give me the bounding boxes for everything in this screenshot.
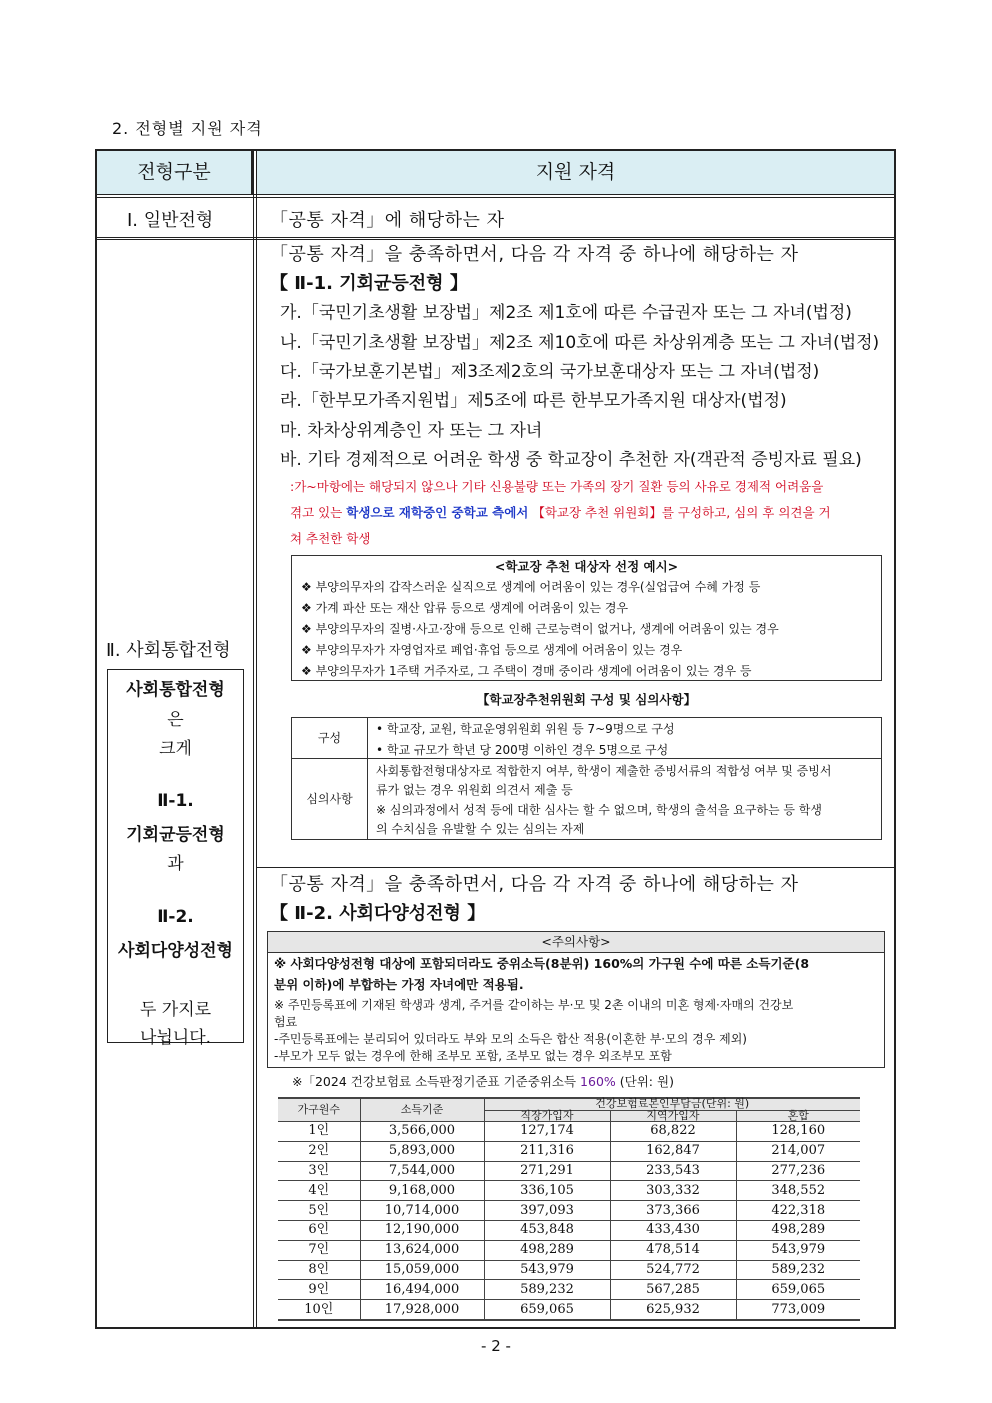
committee-row2-line: 사회통합전형대상자로 적합한지 여부, 학생이 제출한 증빙서류의 적합성 여부 및 증빙서: [376, 764, 832, 778]
table-row: [278, 1201, 860, 1221]
table-cell: 7인: [278, 1240, 360, 1260]
table-row: [278, 1240, 860, 1260]
table-cell: 8인: [278, 1260, 360, 1280]
general-text: 「공통 자격」에 해당하는 자: [270, 210, 505, 231]
social-intro-2: 「공통 자격」을 충족하면서, 다음 각 자격 중 하나에 해당하는 자: [270, 874, 799, 895]
note-line: 【학교장 추천 위원회】를 구성하고, 심의 후 의견을 거: [528, 505, 831, 520]
caution-bold-line: 분위 이하)에 부합하는 가정 자녀에만 적용됨.: [274, 977, 524, 992]
summary-line: 기회균등전형: [126, 825, 225, 845]
table-cell: 13,624,000: [360, 1240, 484, 1260]
table-cell: 498,289: [736, 1220, 860, 1240]
table-cell: 16,494,000: [360, 1280, 484, 1300]
caution-bold-line: ※ 사회다양성전형 대상에 포함되더라도 중위소득(8분위) 160%의 가구원 수에 따른 소득기준(8: [274, 956, 810, 971]
table-cell: 214,007: [736, 1141, 860, 1161]
table-cell: 15,059,000: [360, 1260, 484, 1280]
page-number: - 2 -: [481, 1337, 511, 1355]
col-income: 소득기준: [360, 1098, 484, 1122]
summary-line: Ⅱ-1.: [157, 791, 194, 811]
summary-line: Ⅱ-2.: [157, 907, 194, 927]
col-household: 가구원수: [278, 1098, 360, 1122]
social-summary-box: [107, 669, 244, 1048]
table-cell: 397,093: [484, 1201, 610, 1221]
table-row: [278, 1280, 860, 1300]
table-cell: 659,065: [484, 1300, 610, 1320]
table-cell: 5인: [278, 1201, 360, 1221]
standard-percent: 160%: [580, 1074, 616, 1089]
caution-box: [267, 931, 885, 1068]
summary-line: 크게: [159, 739, 192, 759]
column-divider: [253, 151, 257, 1327]
table-row: [278, 1300, 860, 1320]
committee-title: 【학교장추천위원회 구성 및 심의사항】: [476, 692, 697, 707]
table-cell: 422,318: [736, 1201, 860, 1221]
table-cell: 5,893,000: [360, 1141, 484, 1161]
col-regional: 지역가입자: [610, 1110, 736, 1122]
summary-line: 나뉩니다.: [139, 1028, 212, 1048]
table-cell: 277,236: [736, 1161, 860, 1181]
table-cell: 773,009: [736, 1300, 860, 1320]
item-da: 다.「국가보훈기본법」제3조제2호의 국가보훈대상자 또는 그 자녀(법정): [280, 362, 820, 382]
committee-row1-item: • 학교장, 교원, 학교운영위원회 위원 등 7~9명으로 구성: [376, 722, 675, 736]
item-ba: 바. 기타 경제적으로 어려운 학생 중 학교장이 추천한 자(객관적 증빙자료 필요): [280, 450, 862, 470]
header-divider: [97, 194, 894, 198]
caution-line: ※ 주민등록표에 기재된 학생과 생계, 주거를 같이하는 부·모 및 2촌 이내의 미혼 형제·자매의 건강보: [274, 998, 794, 1012]
table-cell: 3,566,000: [360, 1122, 484, 1142]
sub2-title: 【 Ⅱ-2. 사회다양성전형 】: [270, 903, 486, 924]
item-na: 나.「국민기초생활 보장법」제2조 제10호에 따른 차상위계층 또는 그 자녀(법정): [280, 333, 880, 353]
caution-line: -부모가 모두 없는 경우에 한해 조부모 포함, 조부모 없는 경우 외조부모 포함: [274, 1049, 672, 1063]
table-cell: 498,289: [484, 1240, 610, 1260]
example-item: ❖ 부양의무자의 갑작스러운 실직으로 생계에 어려움이 있는 경우(실업급여 수혜 가정 등: [301, 580, 761, 594]
table-cell: 2인: [278, 1141, 360, 1161]
note-line: 겪고 있는: [290, 505, 347, 520]
table-row: [278, 1161, 860, 1181]
table-row: [278, 1220, 860, 1240]
table-cell: 543,979: [736, 1240, 860, 1260]
committee-row1-label: 구성: [292, 718, 368, 758]
example-item: ❖ 부양의무자가 자영업자로 폐업·휴업 등으로 생계에 어려움이 있는 경우: [301, 643, 683, 657]
table-cell: 127,174: [484, 1122, 610, 1142]
table-cell: 303,332: [610, 1181, 736, 1201]
table-cell: 6인: [278, 1220, 360, 1240]
table-cell: 271,291: [484, 1161, 610, 1181]
social-label: Ⅱ. 사회통합전형: [106, 640, 231, 661]
item-ga: 가.「국민기초생활 보장법」제2조 제1호에 따른 수급권자 또는 그 자녀(법정): [280, 303, 852, 323]
caution-title: <주의사항>: [268, 932, 884, 953]
general-label: Ⅰ. 일반전형: [127, 210, 214, 231]
section-title: 2. 전형별 지원 자격: [112, 119, 263, 138]
table-cell: 625,932: [610, 1300, 736, 1320]
standard-unit: (단위: 원): [619, 1074, 674, 1089]
table-cell: 10,714,000: [360, 1201, 484, 1221]
note-line: 쳐 추천한 학생: [290, 531, 371, 546]
summary-line: 사회통합전형: [126, 680, 225, 700]
table-cell: 589,232: [484, 1280, 610, 1300]
table-row: [278, 1122, 860, 1142]
summary-line: 두 가지로: [139, 1000, 212, 1020]
example-item: ❖ 부양의무자의 질병·사고·장애 등으로 인해 근로능력이 없거나, 생계에 어려움이 있는 경우: [301, 622, 779, 636]
table-cell: 68,822: [610, 1122, 736, 1142]
note-line-highlight: 학생으로 재학중인 중학교 측에서: [346, 505, 529, 520]
table-cell: 567,285: [610, 1280, 736, 1300]
table-cell: 543,979: [484, 1260, 610, 1280]
summary-line: 과: [167, 854, 184, 874]
col-employee: 직장가입자: [484, 1110, 610, 1122]
social-intro: 「공통 자격」을 충족하면서, 다음 각 자격 중 하나에 해당하는 자: [270, 244, 799, 265]
table-cell: 524,772: [610, 1260, 736, 1280]
table-cell: 659,065: [736, 1280, 860, 1300]
table-cell: 453,848: [484, 1220, 610, 1240]
table-cell: 348,552: [736, 1181, 860, 1201]
example-item: ❖ 부양의무자가 1주택 거주자로, 그 주택이 경매 중이라 생계에 어려움이 있는 경우 등: [301, 664, 752, 678]
table-cell: 162,847: [610, 1141, 736, 1161]
item-ma: 마. 차차상위계층인 자 또는 그 자녀: [280, 421, 543, 441]
table-cell: 9인: [278, 1280, 360, 1300]
example-title: <학교장 추천 대상자 선정 예시>: [494, 559, 679, 574]
table-cell: 373,366: [610, 1201, 736, 1221]
note-line: :가~마항에는 해당되지 않으나 기타 신용불량 또는 가족의 장기 질환 등의 사유로 경제적 어려움을: [290, 479, 824, 494]
committee-row-divider: [292, 758, 881, 759]
table-cell: 10인: [278, 1300, 360, 1320]
table-cell: 9,168,000: [360, 1181, 484, 1201]
table-cell: 589,232: [736, 1260, 860, 1280]
table-cell: 17,928,000: [360, 1300, 484, 1320]
table-cell: 12,190,000: [360, 1220, 484, 1240]
table-row: [278, 1141, 860, 1161]
col-mixed: 혼합: [736, 1110, 860, 1122]
table-cell: 211,316: [484, 1141, 610, 1161]
committee-row1-item: • 학교 규모가 학년 당 200명 이하인 경우 5명으로 구성: [376, 743, 669, 757]
table-cell: 3인: [278, 1161, 360, 1181]
example-item: ❖ 가계 파산 또는 재산 압류 등으로 생계에 어려움이 있는 경우: [301, 601, 629, 615]
table-cell: 1인: [278, 1122, 360, 1142]
header-qualification: 지원 자격: [257, 151, 894, 194]
committee-row2-line: ※ 심의과정에서 성적 등에 대한 심사는 할 수 없으며, 학생의 출석을 요구하는 등 학생: [376, 803, 822, 817]
item-ra: 라.「한부모가족지원법」제5조에 따른 한부모가족지원 대상자(법정): [280, 391, 787, 411]
committee-row2-line: 의 수치심을 유발할 수 있는 심의는 자제: [376, 822, 585, 836]
caution-line: -주민등록표에는 분리되어 있더라도 부와 모의 소득은 합산 적용(이혼한 부·모의 경우 제외): [274, 1032, 747, 1046]
committee-table: [291, 717, 882, 840]
table-row: [278, 1260, 860, 1280]
table-cell: 7,544,000: [360, 1161, 484, 1181]
income-table: [278, 1097, 860, 1321]
caution-line: 험료: [274, 1015, 298, 1029]
sub1-title: 【 Ⅱ-1. 기회균등전형 】: [270, 273, 468, 294]
table-cell: 128,160: [736, 1122, 860, 1142]
table-cell: 233,543: [610, 1161, 736, 1181]
table-cell: 478,514: [610, 1240, 736, 1260]
table-cell: 4인: [278, 1181, 360, 1201]
committee-row2-label: 심의사항: [292, 759, 368, 839]
table-row: [278, 1181, 860, 1201]
table-cell: 433,430: [610, 1220, 736, 1240]
standard-label: ※「2024 건강보험료 소득판정기준표 기준중위소득: [292, 1074, 577, 1089]
summary-line: 사회다양성전형: [118, 941, 233, 961]
col-premium-group: 건강보험료본인부담금(단위: 원): [484, 1098, 860, 1110]
committee-row2-line: 류가 없는 경우 위원회 의견서 제출 등: [376, 783, 573, 797]
summary-line: 은: [167, 710, 184, 730]
table-cell: 336,105: [484, 1181, 610, 1201]
header-category: 전형구분: [97, 151, 253, 194]
example-box: [291, 555, 882, 681]
inner-row-divider: [257, 867, 894, 868]
